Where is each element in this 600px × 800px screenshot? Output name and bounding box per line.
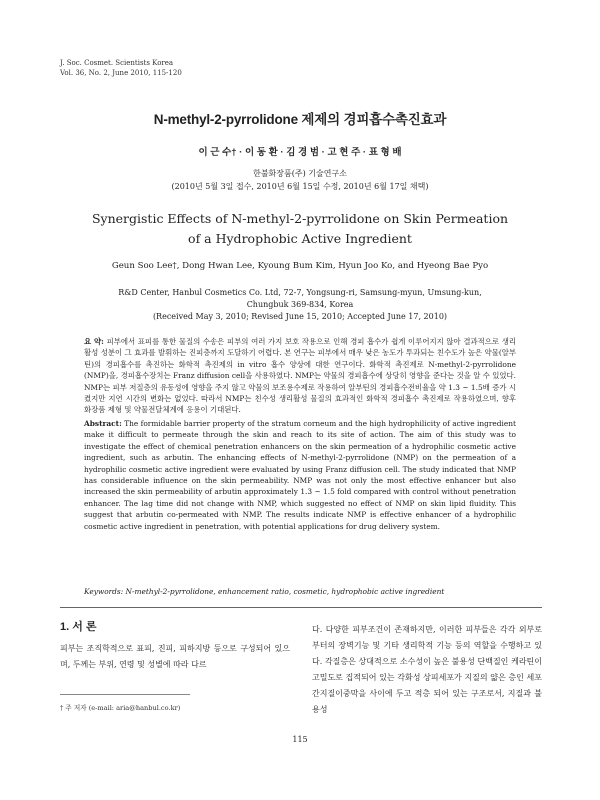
english-affiliation-line2: Chungbuk 369-834, Korea <box>246 299 354 309</box>
journal-name: J. Soc. Cosmet. Scientists Korea <box>60 59 174 67</box>
english-affiliation <box>0 287 600 322</box>
english-affiliation-line1: R&D Center, Hanbul Cosmetics Co. Ltd, 72-7, Yongsung-ri, Samsung-myun, Umsung-kun, <box>118 288 482 297</box>
keywords-label: Keywords: <box>84 587 124 596</box>
section-title: 1. 서 론 <box>60 621 97 633</box>
body-column-right: 다. 다양한 피부조건이 존재하지만, 이러한 피부들은 각각 외부로부터의 장벽기능 및 기타 생리학적 기능 등의 역할을 수행하고 있다. 각질층은 상대적으로 소수성이 높은 불용성 단백질인 케라틴이 고밀도로 집적되어 있는 각화성 상피세포가 지질의 얇은 층인 세포간지질이중막을 사이에 두고 적층 되어 있는 구조로서, 지질과 불용성 <box>312 625 542 714</box>
abstract-korean-text: 피부에서 표피를 통한 물질의 수송은 피부의 여러 가지 보호 작용으로 인해 경피 흡수가 쉽게 이루어지지 않아 결과적으로 생리 활성 성분이 그 효과를 발휘하는 진피층까지 도달하기 어렵다. 본 연구는 피부에서 매우 낮은 농도가 투과되는 친수도가 높은 약물(알부틴)의 경피흡수를 촉진하는 화학적 촉진제의 in vitro 흡수 양상에 대한 연구이다. 화학적 촉진제로 N-methyl-2-pyrrolidone (NMP)을, 경피흡수장치는 Franz diffusion cell을 사용하였다. NMP는 약물의 경피흡수에 상당히 영향을 준다는 것을 알 수 있었다. NMP는 피부 저질층의 유동성에 영향을 주지 않고 약물의 보조용수제로 작용하여 알부틴의 경피흡수전비율을 약 1.3 ~ 1.5배 증가 시켰지만 지연 시간의 변화는 없었다. 따라서 NMP는 친수성 생리활성 물질의 효과적인 화학적 경피흡수 촉진제로 작용하였으며, 향후 화장품 제형 및 약물전달체계에 응용이 기대된다. <box>84 337 516 415</box>
body-column-left: 피부는 조직학적으로 표피, 진피, 피하지방 등으로 구성되어 있으며, 두께는 부위, 연령 및 성별에 따라 다르 <box>60 644 290 669</box>
abstract-english-text: The formidable barrier property of the stratum corneum and the high hydrophilicity of active ingredient make it difficult to permeate through the skin and reach to its site of action. The aim of this study was to investigate the effect of chemical penetration enhancers on the skin permeation of a hydrophilic cosmetic active ingredient, such as arbutin. The enhancing effects of N-methyl-2-pyrrolidone (NMP) on the permeation of a hydrophilic cosmetic active ingredient were evaluated by using Franz diffusion cell. The study indicated that NMP has considerable influence on the skin permeability. NMP was not only the most effective enhancer but also increased the skin permeability of arbutin approximately 1.3 ~ 1.5 fold compared with control without penetration enhancer. The lag time did not change with NMP, which suggested no effect of NMP on skin lipid fluidity. This suggest that arbutin co-permeated with NMP. The results indicate NMP is effective enhancer of a hydrophilic cosmetic active ingredient in penetration, with potential applications for drug delivery system. <box>84 419 516 531</box>
abstract-korean <box>84 336 516 416</box>
footnote-divider <box>60 694 190 695</box>
abstract-english-label: Abstract: <box>84 419 122 428</box>
page-number: 115 <box>292 735 308 744</box>
section-divider <box>60 607 542 608</box>
keywords <box>84 587 516 596</box>
journal-volume: Vol. 36, No. 2, June 2010, 115-120 <box>60 69 182 77</box>
journal-header <box>60 58 182 78</box>
footnote: † 주 저자 (e-mail: aria@hanbul.co.kr) <box>60 704 181 712</box>
abstract-english <box>84 418 516 532</box>
abstract-korean-label: 요 약: <box>84 337 104 346</box>
korean-authors: 이 근 수† · 이 동 환 · 김 경 범 · 고 현 주 · 표 형 배 <box>198 147 402 158</box>
english-authors: Geun Soo Lee†, Dong Hwan Lee, Kyoung Bum Kim, Hyun Joo Ko, and Hyeong Bae Pyo <box>111 261 489 271</box>
korean-title: N-methyl-2-pyrrolidone 제제의 경피흡수촉진효과 <box>153 112 447 127</box>
keywords-text: N-methyl-2-pyrrolidone, enhancement ratio, cosmetic, hydrophobic active ingredient <box>123 587 445 596</box>
english-title-line1: Synergistic Effects of N-methyl-2-pyrrolidone on Skin Permeation <box>91 211 509 226</box>
korean-dates: (2010년 5월 3일 접수, 2010년 6월 15일 수정, 2010년 6월 17일 채택) <box>171 182 429 191</box>
english-dates: (Received May 3, 2010; Revised June 15, 2010; Accepted June 17, 2010) <box>152 311 448 321</box>
english-title-line2: of a Hydrophobic Active Ingredient <box>188 231 412 246</box>
english-title <box>0 209 600 249</box>
korean-affiliation: 한불화장품(주) 기술연구소 <box>253 169 347 178</box>
